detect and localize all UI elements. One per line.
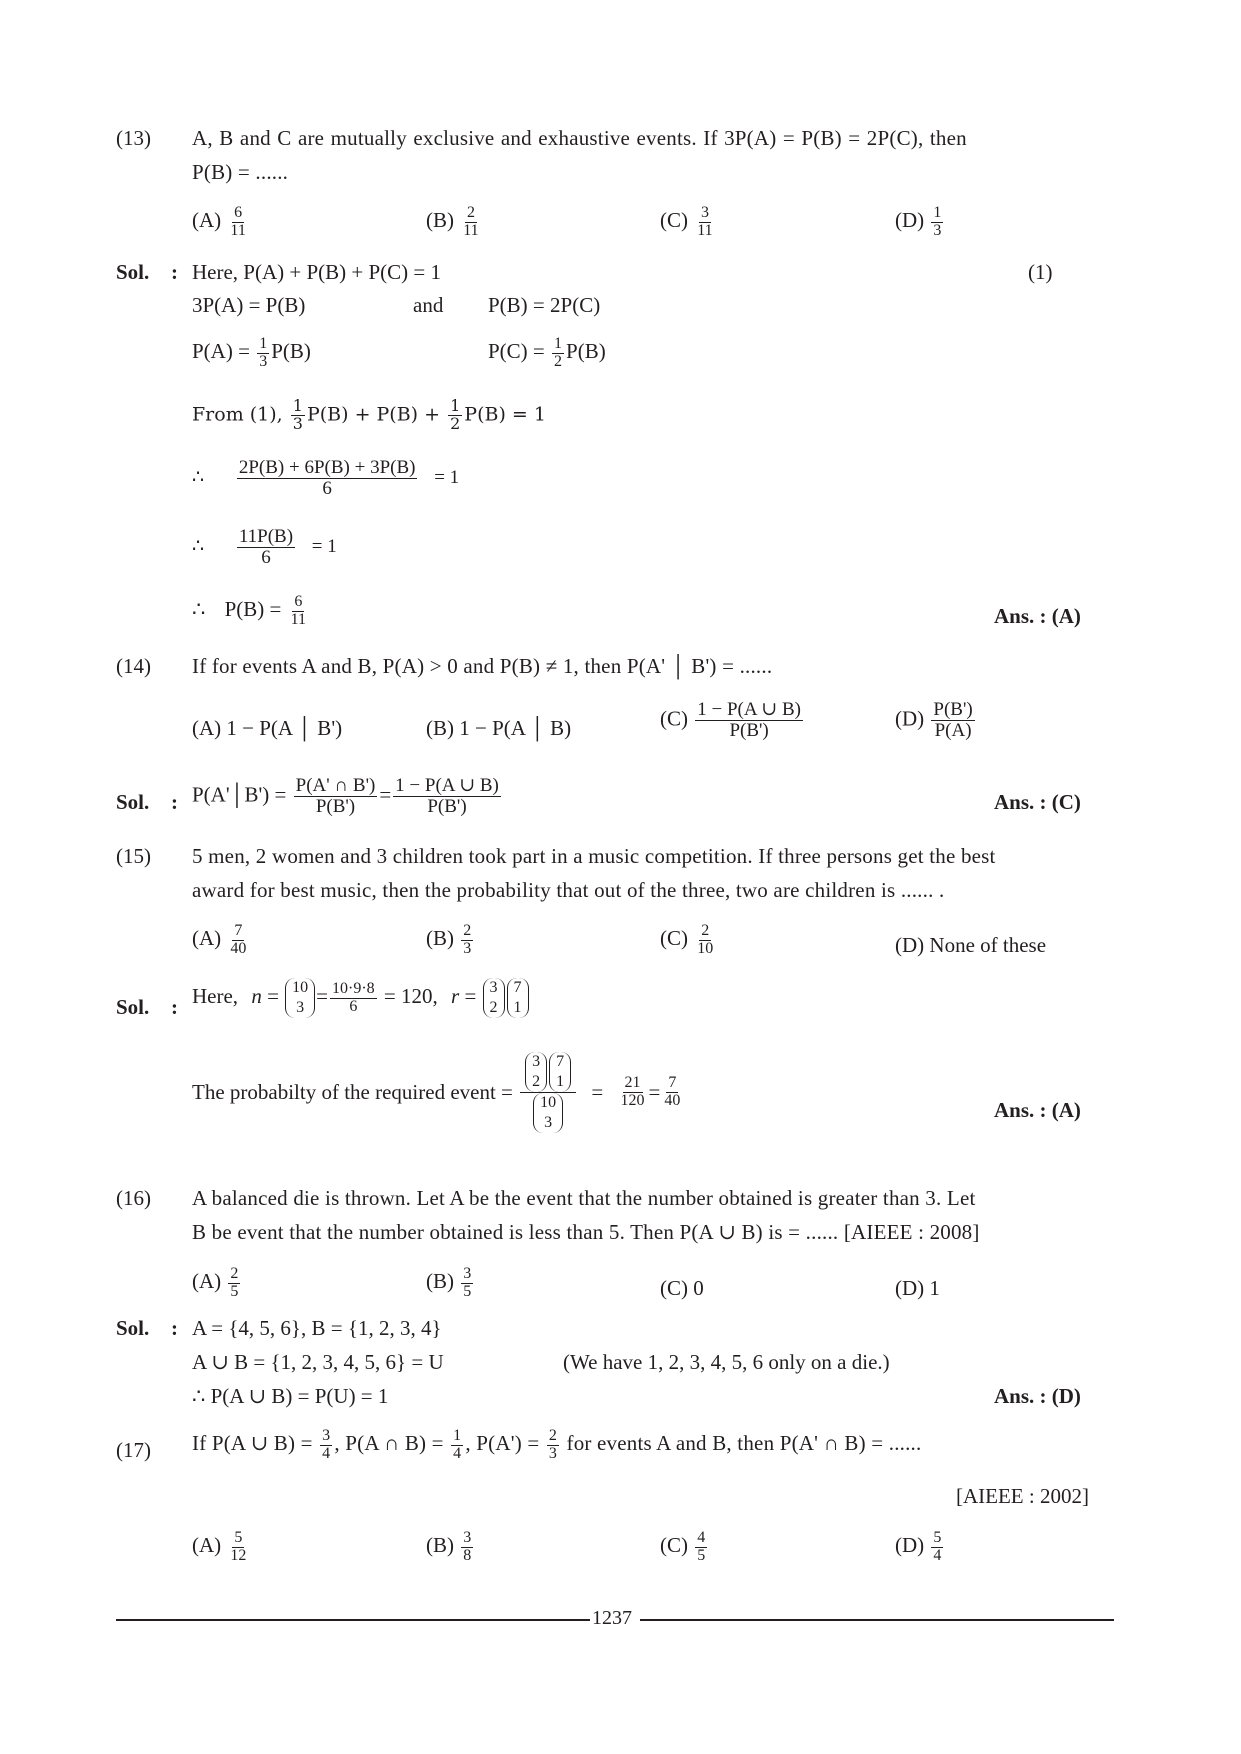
q15-option-b[interactable]: (B) $\frac{2}{3}$: [426, 922, 472, 957]
q16-option-d[interactable]: (D) 1: [895, 1276, 940, 1300]
q16-text-line1: A balanced die is thrown. Let A be the event that the number obtained is greater than 3. Let: [192, 1186, 976, 1210]
q13-eq-ref: (1): [1028, 260, 1053, 284]
q14-option-a[interactable]: (A) 1 − P(A │ B'): [192, 716, 343, 740]
q15-sol-colon: :: [171, 995, 178, 1019]
q16-number: (16): [116, 1186, 151, 1210]
q14-sol-colon: :: [171, 790, 178, 814]
q16-option-b[interactable]: (B) $\frac{3}{5}$: [426, 1265, 472, 1300]
q14-number: (14): [116, 654, 151, 678]
footer-rule-right: [640, 1619, 1114, 1621]
q13-pc-equation: P(C) = $\frac{1}{2}$ P(B): [488, 335, 606, 370]
q16-sol-line3: ∴ P(A ∪ B) = P(U) = 1: [192, 1384, 389, 1408]
q13-from1-equation: From (1), $\frac{1}{3}$ P(B) + P(B) + $\frac{1}{2}$ P(B) = 1: [192, 396, 546, 433]
q13-sol-colon: :: [171, 260, 178, 284]
q15-text-line2: award for best music, then the probability that out of the three, two are children is ...... .: [192, 878, 945, 902]
q14-option-b[interactable]: (B) 1 − P(A │ B): [426, 716, 572, 740]
q13-step1: ∴ $\frac{2P(B) + 6P(B) + 3P(B)}{6}$ = 1: [192, 457, 460, 499]
q13-text-line2: P(B) = ......: [192, 160, 289, 184]
q16-text-line2: B be event that the number obtained is less than 5. Then P(A ∪ B) is = ...... [AIEEE : 2008]: [192, 1220, 980, 1244]
binomial-3-2: 3 2: [483, 978, 505, 1018]
q14-answer: Ans. : (C): [994, 790, 1081, 814]
therefore-symbol: ∴: [192, 466, 205, 488]
q16-option-c[interactable]: (C) 0: [660, 1276, 704, 1300]
binomial-7-1: 7 1: [507, 978, 529, 1018]
q13-step2: ∴ $\frac{11P(B)}{6}$ = 1: [192, 526, 337, 568]
q13-text-line1: A, B and C are mutually exclusive and exhaustive events. If 3P(A) = P(B) = 2P(C), then: [192, 126, 967, 150]
q15-sol-equation: Here, n = 10 3 = $\frac{10\cdot 9\cdot 8}{6}$ = 120, r = 3 2 7 1: [192, 978, 530, 1018]
q13-sol-label: Sol.: [116, 260, 150, 284]
q16-sol-colon: :: [171, 1316, 178, 1340]
q14-sol-label: Sol.: [116, 790, 150, 814]
q13-pa-equation: P(A) = $\frac{1}{3}$ P(B): [192, 335, 311, 370]
therefore-symbol: ∴: [192, 597, 206, 622]
q17-number: (17): [116, 1438, 151, 1462]
q14-option-c[interactable]: (C) $\frac{1 - P(A \cup B)}{P(B')}$: [660, 699, 801, 741]
q16-option-a[interactable]: (A) $\frac{2}{5}$: [192, 1265, 239, 1300]
q16-sol-line2a: A ∪ B = {1, 2, 3, 4, 5, 6} = U: [192, 1350, 444, 1374]
q17-text: If P(A ∪ B) = $\frac{3}{4}$ , P(A ∩ B) = $\frac{1}{4}$ , P(A') = $\frac{2}{3}$ for events A and B, then P(A' ∩ B) = ......: [192, 1427, 922, 1462]
footer-rule-left: [116, 1619, 590, 1621]
binomial-10-3: 10 3: [285, 978, 315, 1018]
q15-text-line1: 5 men, 2 women and 3 children took part in a music competition. If three persons get the best: [192, 844, 996, 868]
q15-answer: Ans. : (A): [994, 1098, 1081, 1122]
page-number: 1237: [592, 1607, 632, 1629]
q15-option-d[interactable]: (D) None of these: [895, 933, 1047, 957]
q17-option-b[interactable]: (B) $\frac{3}{8}$: [426, 1529, 472, 1564]
q13-step3: ∴ P(B) = $\frac{6}{11}$: [192, 593, 307, 628]
q13-sol-line1: Here, P(A) + P(B) + P(C) = 1: [192, 260, 442, 284]
q17-option-c[interactable]: (C) $\frac{4}{5}$: [660, 1529, 706, 1564]
q15-number: (15): [116, 844, 151, 868]
q14-option-d[interactable]: (D) $\frac{P(B')}{P(A)}$: [895, 699, 973, 741]
q13-number: (13): [116, 126, 151, 150]
q13-sol-line2a: 3P(A) = P(B): [192, 293, 306, 317]
q16-sol-label: Sol.: [116, 1316, 150, 1340]
q15-probability-equation: The probabilty of the required event = 3 2 7 1 10 3 = $\frac{21}{120}$ = $\frac{7}{40}$: [192, 1053, 681, 1131]
q13-option-a[interactable]: (A) $\frac{6}{11}$: [192, 204, 246, 239]
q13-option-b[interactable]: (B) $\frac{2}{11}$: [426, 204, 479, 239]
q17-option-a[interactable]: (A) $\frac{5}{12}$: [192, 1529, 247, 1564]
q17-option-d[interactable]: (D) $\frac{5}{4}$: [895, 1529, 942, 1564]
q13-answer: Ans. : (A): [994, 604, 1081, 628]
q14-sol-equation: P(A'│B') = $\frac{P(A' \cap B')}{P(B')}$ = $\frac{1 - P(A \cup B)}{P(B')}$: [192, 775, 499, 817]
q13-option-c[interactable]: (C) $\frac{3}{11}$: [660, 204, 713, 239]
q13-sol-line2b: and: [413, 293, 444, 317]
q14-text: If for events A and B, P(A) > 0 and P(B) ≠ 1, then P(A' │ B') = ......: [192, 654, 773, 678]
q17-source: [AIEEE : 2002]: [956, 1484, 1089, 1508]
q16-answer: Ans. : (D): [994, 1384, 1081, 1408]
q15-option-a[interactable]: (A) $\frac{7}{40}$: [192, 922, 247, 957]
q13-option-d[interactable]: (D) $\frac{1}{3}$: [895, 204, 942, 239]
q16-sol-line2b: (We have 1, 2, 3, 4, 5, 6 only on a die.): [563, 1350, 890, 1374]
therefore-symbol: ∴: [192, 535, 205, 557]
q15-option-c[interactable]: (C) $\frac{2}{10}$: [660, 922, 714, 957]
q13-sol-line2c: P(B) = 2P(C): [488, 293, 601, 317]
q16-sol-line1: A = {4, 5, 6}, B = {1, 2, 3, 4}: [192, 1316, 442, 1340]
q15-sol-label: Sol.: [116, 995, 150, 1019]
